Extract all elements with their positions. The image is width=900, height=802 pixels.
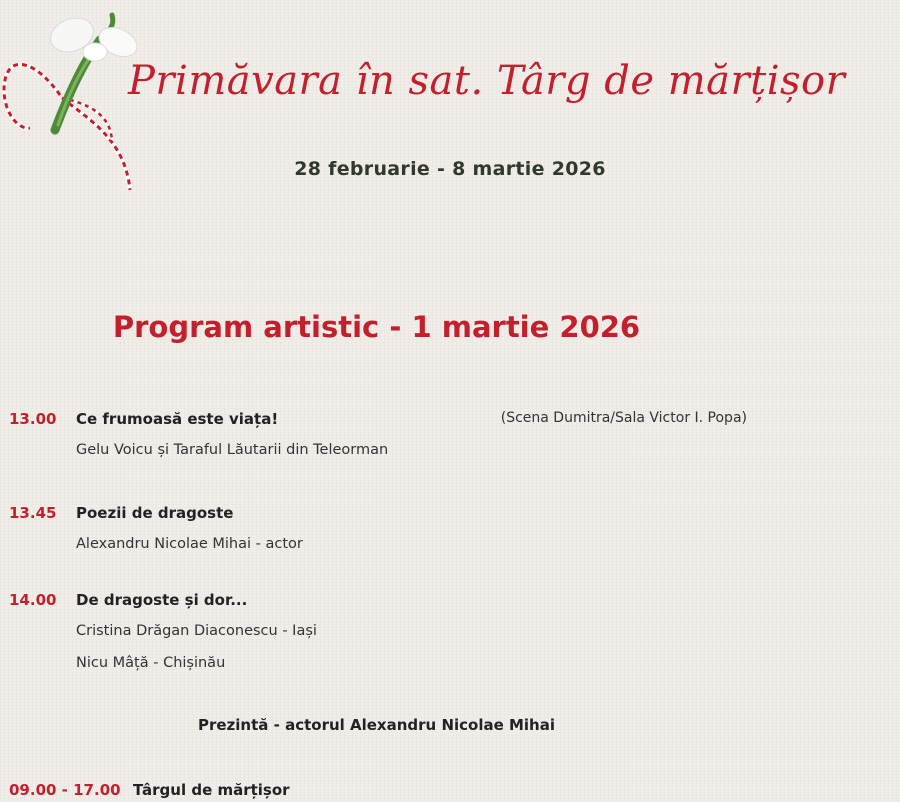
entry-venue: (Scena Dumitra/Sala Victor I. Popa) [500, 410, 747, 426]
entry-time: 13.00 [9, 410, 57, 428]
entry-title: Ce frumoasă este viața! [76, 410, 279, 428]
program-title: Program artistic - 1 martie 2026 [112, 310, 641, 344]
entry-performer: Gelu Voicu și Taraful Lăutarii din Teleorman [76, 442, 389, 458]
entry-title: De dragoste și dor... [76, 591, 248, 609]
entry-performer: Nicu Mâță - Chișinău [76, 655, 226, 671]
fair-time: 09.00 - 17.00 [9, 781, 121, 799]
presenter-line [0, 716, 753, 734]
entry-performer: Cristina Drăgan Diaconescu - Iași [76, 623, 317, 639]
presenter-label: Prezintă [197, 716, 269, 734]
entry-performer: Alexandru Nicolae Mihai - actor [76, 536, 303, 552]
fair-title: Târgul de mărțișor [133, 781, 290, 799]
entry-time: 13.45 [9, 504, 57, 522]
event-dates: 28 februarie - 8 martie 2026 [294, 158, 606, 180]
page-title: Primăvara în sat. Târg de mărțișor [128, 58, 846, 104]
presenter-name: - actorul Alexandru Nicolae Mihai [268, 716, 556, 734]
entry-time: 14.00 [9, 591, 57, 609]
entry-title: Poezii de dragoste [76, 504, 234, 522]
